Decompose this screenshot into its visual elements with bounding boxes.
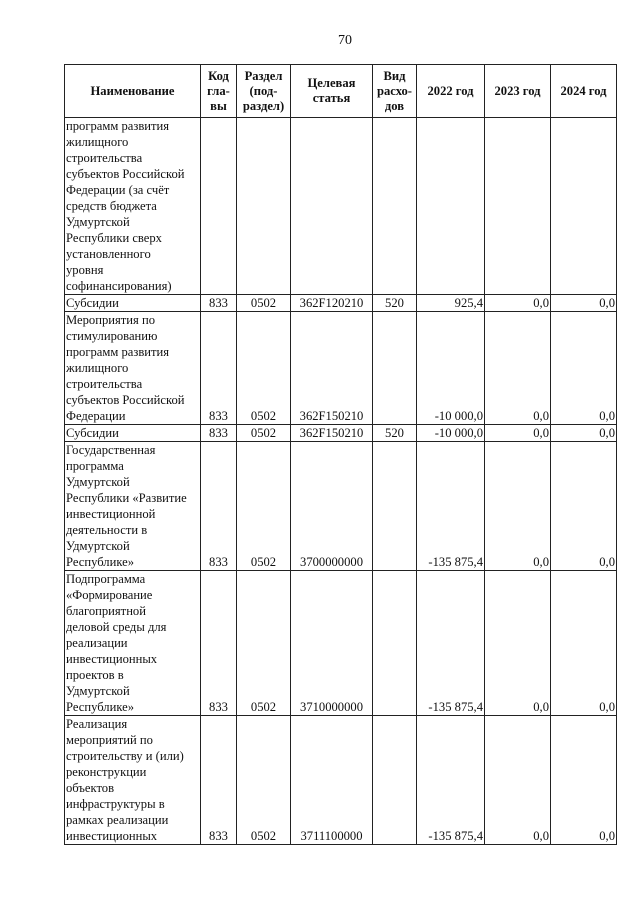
cell-name-line: Реализация: [66, 717, 128, 731]
cell-name-line: Удмуртской: [66, 684, 130, 698]
cell-2023: 0,0: [485, 425, 551, 442]
cell-name-line: программ развития: [66, 119, 170, 133]
cell-section: 0502: [237, 716, 291, 845]
cell-type: [373, 442, 417, 571]
cell-2024: 0,0: [551, 425, 617, 442]
cell-name-line: установленного: [66, 247, 151, 261]
cell-section: 0502: [237, 295, 291, 312]
cell-name-line: реализации: [66, 636, 128, 650]
cell-2022: -135 875,4: [417, 571, 485, 716]
cell-name-line: субъектов Российской: [66, 393, 185, 407]
cell-name-line: объектов: [66, 781, 115, 795]
cell-section: [237, 118, 291, 295]
cell-2023: 0,0: [485, 295, 551, 312]
cell-2022: -10 000,0: [417, 312, 485, 425]
cell-name-line: Удмуртской: [66, 215, 130, 229]
cell-target: 362F150210: [291, 425, 373, 442]
cell-name-line: строительства: [66, 151, 143, 165]
header-code: Код гла-вы: [201, 65, 237, 118]
cell-name: [65, 118, 201, 295]
cell-section: 0502: [237, 442, 291, 571]
table-row: [65, 312, 617, 425]
header-section: Раздел (под-раздел): [237, 65, 291, 118]
cell-2022: -10 000,0: [417, 425, 485, 442]
cell-type: [373, 312, 417, 425]
cell-name: [65, 442, 201, 571]
cell-name-line: строительства: [66, 377, 143, 391]
cell-name-line: Федерации (за счёт: [66, 183, 170, 197]
table-row: [65, 571, 617, 716]
cell-2023: [485, 118, 551, 295]
cell-type: [373, 118, 417, 295]
cell-2022: 925,4: [417, 295, 485, 312]
cell-name-line: Республики сверх: [66, 231, 162, 245]
cell-target: 3711100000: [291, 716, 373, 845]
cell-code: 833: [201, 442, 237, 571]
cell-name-line: Государственная: [66, 443, 156, 457]
cell-name-line: инфраструктуры в: [66, 797, 165, 811]
cell-name-line: программа: [66, 459, 124, 473]
cell-name-line: инвестиционных: [66, 829, 158, 843]
header-2024: 2024 год: [551, 65, 617, 118]
table-header-row: [65, 65, 617, 118]
cell-name-line: реконструкции: [66, 765, 147, 779]
table-row: [65, 118, 617, 295]
cell-code: 833: [201, 716, 237, 845]
table-row: [65, 425, 617, 442]
cell-code: 833: [201, 425, 237, 442]
cell-name-line: благоприятной: [66, 604, 146, 618]
cell-code: 833: [201, 295, 237, 312]
cell-name-line: Подпрограмма: [66, 572, 146, 586]
cell-target: 3700000000: [291, 442, 373, 571]
cell-code: 833: [201, 312, 237, 425]
cell-2024: 0,0: [551, 295, 617, 312]
table-body: [65, 118, 617, 845]
cell-2024: 0,0: [551, 571, 617, 716]
header-2022: 2022 год: [417, 65, 485, 118]
cell-2023: 0,0: [485, 571, 551, 716]
cell-name-line: Республике»: [66, 555, 135, 569]
header-name: Наименование: [65, 65, 201, 118]
cell-section: 0502: [237, 425, 291, 442]
table-row: [65, 442, 617, 571]
cell-name-line: жилищного: [66, 135, 129, 149]
cell-section: 0502: [237, 571, 291, 716]
cell-name: [65, 716, 201, 845]
cell-name-line: жилищного: [66, 361, 129, 375]
header-2023: 2023 год: [485, 65, 551, 118]
cell-2023: 0,0: [485, 312, 551, 425]
cell-name-line: деятельности в: [66, 523, 148, 537]
cell-name-line: инвестиционной: [66, 507, 156, 521]
cell-section: 0502: [237, 312, 291, 425]
cell-2022: -135 875,4: [417, 716, 485, 845]
table-row: [65, 295, 617, 312]
cell-name-line: Мероприятия по: [66, 313, 156, 327]
cell-target: [291, 118, 373, 295]
cell-2023: 0,0: [485, 442, 551, 571]
cell-name-line: Федерации: [66, 409, 126, 423]
cell-name-line: инвестиционных: [66, 652, 158, 666]
cell-name-line: Удмуртской: [66, 475, 130, 489]
header-target: Целевая статья: [291, 65, 373, 118]
cell-2024: 0,0: [551, 442, 617, 571]
cell-2024: [551, 118, 617, 295]
cell-2023: 0,0: [485, 716, 551, 845]
page-number: 70: [338, 33, 352, 48]
header-type: Вид расхо-дов: [373, 65, 417, 118]
cell-code: 833: [201, 571, 237, 716]
cell-name: [65, 312, 201, 425]
cell-name-line: мероприятий по: [66, 733, 153, 747]
cell-type: [373, 571, 417, 716]
cell-name: [65, 571, 201, 716]
cell-name-line: софинансирования): [66, 279, 172, 293]
cell-name-line: Субсидии: [66, 426, 119, 440]
table-row: [65, 716, 617, 845]
cell-name: [65, 425, 201, 442]
cell-2024: 0,0: [551, 716, 617, 845]
cell-name-line: рамках реализации: [66, 813, 169, 827]
cell-name-line: деловой среды для: [66, 620, 167, 634]
cell-target: 362F120210: [291, 295, 373, 312]
cell-2022: -135 875,4: [417, 442, 485, 571]
cell-name-line: субъектов Российской: [66, 167, 185, 181]
cell-code: [201, 118, 237, 295]
cell-target: 3710000000: [291, 571, 373, 716]
cell-name-line: «Формирование: [66, 588, 153, 602]
cell-name-line: Республике»: [66, 700, 135, 714]
cell-type: 520: [373, 295, 417, 312]
cell-type: 520: [373, 425, 417, 442]
cell-name-line: Субсидии: [66, 296, 119, 310]
cell-name-line: Удмуртской: [66, 539, 130, 553]
budget-table: [64, 64, 617, 845]
cell-name-line: Республики «Развитие: [66, 491, 187, 505]
cell-type: [373, 716, 417, 845]
cell-name-line: стимулированию: [66, 329, 158, 343]
cell-name-line: средств бюджета: [66, 199, 157, 213]
cell-name-line: уровня: [66, 263, 104, 277]
cell-name: [65, 295, 201, 312]
cell-name-line: программ развития: [66, 345, 170, 359]
cell-2024: 0,0: [551, 312, 617, 425]
cell-name-line: проектов в: [66, 668, 124, 682]
cell-target: 362F150210: [291, 312, 373, 425]
cell-name-line: строительству и (или): [66, 749, 184, 763]
cell-2022: [417, 118, 485, 295]
